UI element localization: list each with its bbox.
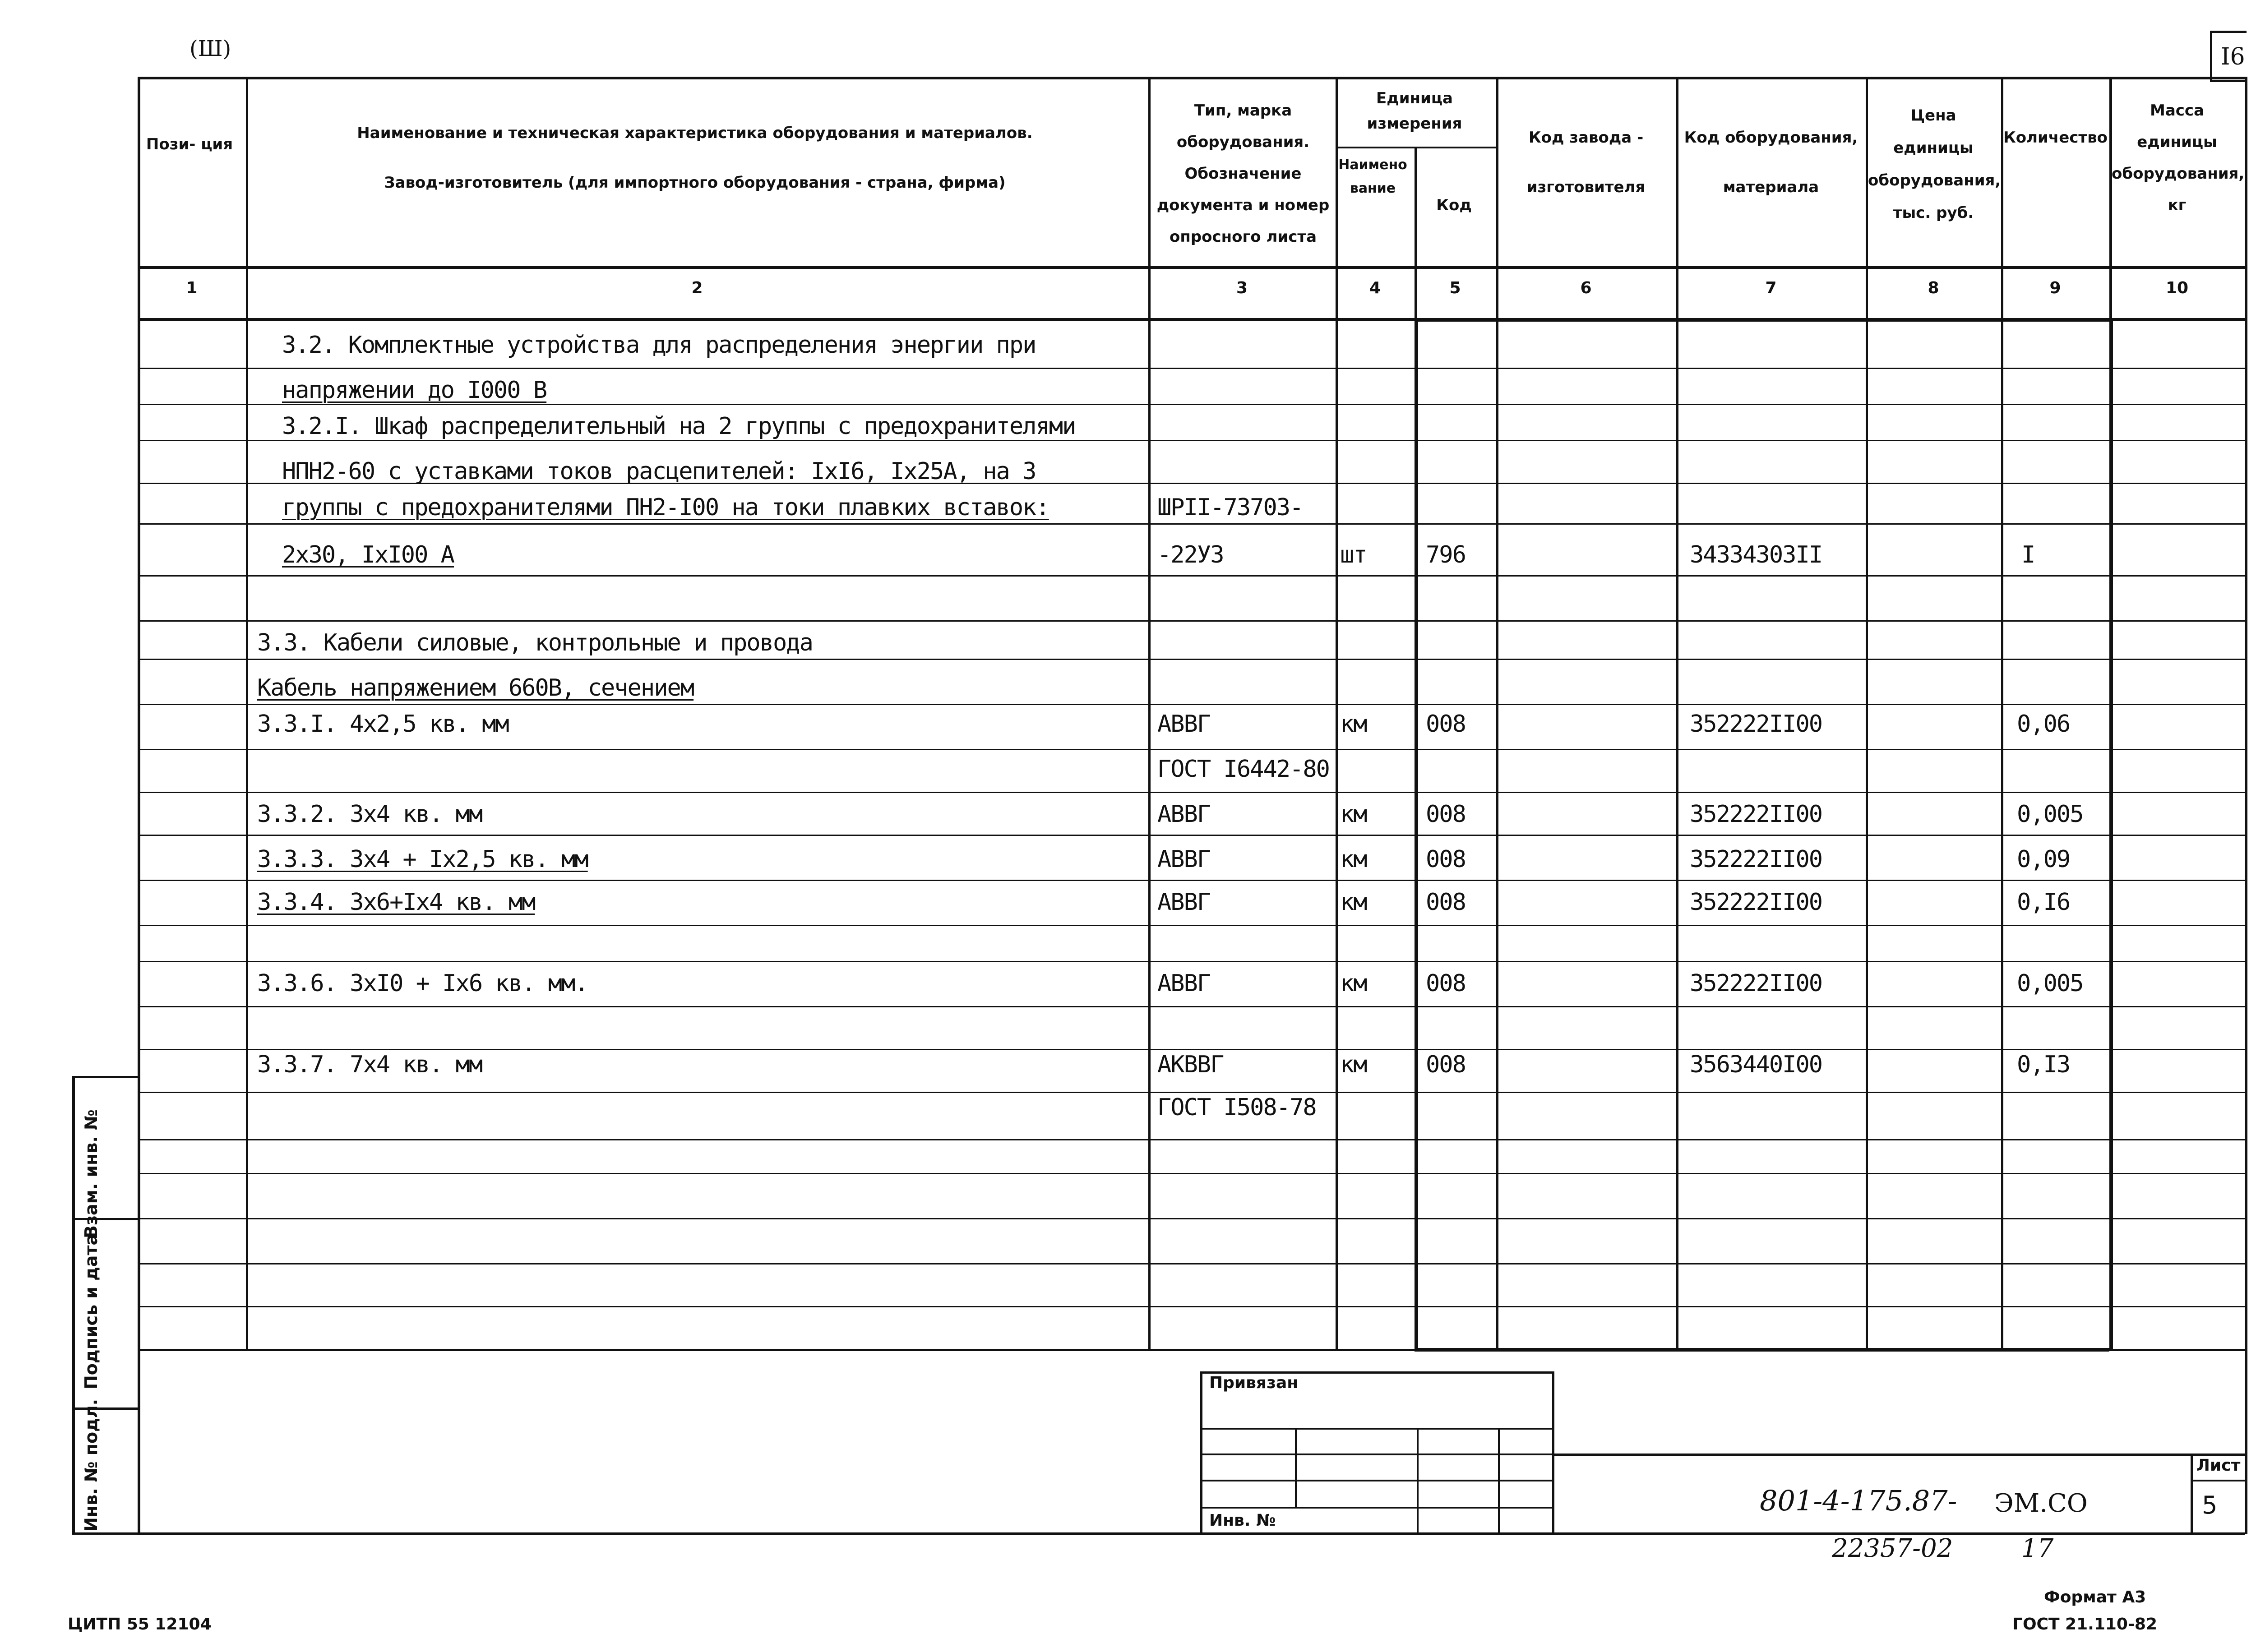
rule-line bbox=[1148, 77, 1151, 1349]
row-material-code: 352222II00 bbox=[1690, 970, 1822, 997]
row-quantity: 0,005 bbox=[2017, 801, 2083, 828]
row-type: АВВГ bbox=[1157, 801, 1211, 828]
rule-line bbox=[138, 368, 2245, 369]
row-name: группы с предохранителями ПН2-I00 на токи плавких вставок: bbox=[282, 494, 1049, 521]
column-number-1: 1 bbox=[186, 279, 198, 297]
column-number-6: 6 bbox=[1580, 279, 1592, 297]
row-type: АВВГ bbox=[1157, 889, 1211, 916]
rule-line bbox=[1295, 1428, 1297, 1507]
rule-line bbox=[1336, 77, 1338, 1349]
header-type: Тип, марка оборудования. Обозначение документа и номер опросного листа bbox=[1156, 102, 1330, 246]
column-number-4: 4 bbox=[1369, 279, 1381, 297]
row-name: 3.2. Комплектные устройства для распределения энергии при bbox=[282, 332, 1036, 359]
stamp-list-label: Лист bbox=[2196, 1456, 2241, 1475]
header-material-code: Код оборудования, материала bbox=[1684, 129, 1858, 196]
rule-line bbox=[138, 835, 2245, 836]
row-unit: км bbox=[1340, 801, 1367, 828]
stamp-privyazan: Привязан bbox=[1209, 1374, 1299, 1392]
side-label-vzam: Взам. инв. № bbox=[81, 1109, 101, 1238]
row-unit-code: 008 bbox=[1426, 846, 1465, 873]
rule-line bbox=[138, 523, 2245, 525]
column-number-10: 10 bbox=[2165, 279, 2189, 297]
row-name: 3.3.2. 3х4 кв. мм bbox=[257, 801, 482, 828]
handwritten-number: 22357-02 bbox=[1832, 1534, 1953, 1563]
rule-line bbox=[138, 792, 2245, 793]
stamp-inv-no: Инв. № bbox=[1209, 1511, 1276, 1530]
rule-line bbox=[1552, 1454, 2245, 1456]
row-type: -22У3 bbox=[1157, 541, 1224, 568]
rule-line bbox=[72, 1532, 138, 1535]
row-name: 3.3.4. 3х6+Iх4 кв. мм bbox=[257, 889, 535, 916]
row-type: АВВГ bbox=[1157, 846, 1211, 873]
rule-line bbox=[138, 440, 2245, 441]
rule-line bbox=[72, 1076, 138, 1078]
rule-line bbox=[138, 77, 2245, 79]
header-name-line1: Наименование и техническая характеристика оборудования и материалов. bbox=[357, 124, 1033, 142]
row-type: ШРII-73703- bbox=[1157, 494, 1303, 521]
header-unit-code: Код bbox=[1436, 196, 1472, 214]
rule-line bbox=[1200, 1371, 1202, 1534]
row-name: Кабель напряжением 660В, сечением bbox=[257, 674, 694, 701]
row-name: 3.3. Кабели силовые, контрольные и провода bbox=[257, 629, 813, 656]
rule-line bbox=[1866, 77, 1868, 1349]
rule-line bbox=[138, 266, 2245, 269]
column-number-5: 5 bbox=[1449, 279, 1461, 297]
rule-line bbox=[138, 1218, 2245, 1219]
rule-line bbox=[138, 704, 2245, 705]
column-number-3: 3 bbox=[1236, 279, 1248, 297]
rule-line bbox=[1676, 77, 1678, 1349]
rule-line bbox=[1417, 1428, 1419, 1534]
handwritten-page: 17 bbox=[2021, 1534, 2054, 1563]
rule-line bbox=[1498, 1428, 1500, 1534]
header-quantity: Количество bbox=[2003, 129, 2108, 147]
row-type: АВВГ bbox=[1157, 970, 1211, 997]
rule-line bbox=[246, 77, 248, 1349]
row-material-code: 3563440I00 bbox=[1690, 1051, 1822, 1078]
rule-line bbox=[1496, 77, 1498, 1349]
row-quantity: 0,I3 bbox=[2017, 1051, 2070, 1078]
row-unit: км bbox=[1340, 889, 1367, 916]
rule-line bbox=[2191, 1480, 2245, 1481]
rule-line bbox=[1415, 318, 2109, 322]
rule-line bbox=[138, 1306, 2245, 1307]
row-unit: км bbox=[1340, 970, 1367, 997]
rule-line bbox=[2191, 1454, 2193, 1534]
rule-line bbox=[138, 575, 2245, 577]
header-unit-group: Единица измерения bbox=[1367, 89, 1462, 133]
rule-line bbox=[138, 1139, 2245, 1140]
row-quantity: 0,005 bbox=[2017, 970, 2083, 997]
header-factory-code: Код завода - изготовителя bbox=[1526, 129, 1646, 196]
row-unit-code: 008 bbox=[1426, 1051, 1465, 1078]
row-unit: км bbox=[1340, 1051, 1367, 1078]
rule-line bbox=[138, 1092, 2245, 1093]
row-name: НПН2-60 с уставками токов расцепителей: IxI6, Ix25А, на 3 bbox=[282, 458, 1036, 485]
column-number-9: 9 bbox=[2049, 279, 2061, 297]
rule-line bbox=[138, 1263, 2245, 1264]
header-price: Цена единицы оборудования, тыс. руб. bbox=[1868, 106, 2001, 222]
footer-gost: ГОСТ 21.110-82 bbox=[2012, 1615, 2158, 1634]
rule-line bbox=[138, 880, 2245, 881]
row-name: 3.3.6. 3хI0 + Iх6 кв. мм. bbox=[257, 970, 588, 997]
rule-line bbox=[138, 925, 2245, 926]
row-unit-code: 008 bbox=[1426, 711, 1465, 738]
header-unit-name: Наименование bbox=[1338, 157, 1407, 196]
sheet-corner-number: I6 bbox=[2221, 43, 2245, 70]
row-name: 3.2.I. Шкаф распределительный на 2 группы с предохранителями bbox=[282, 413, 1076, 440]
row-material-code: 34334303II bbox=[1690, 541, 1822, 568]
row-type: АКВВГ bbox=[1157, 1051, 1224, 1078]
stamp-list-number: 5 bbox=[2202, 1491, 2218, 1519]
row-material-code: 352222II00 bbox=[1690, 801, 1822, 828]
row-unit: шт bbox=[1340, 541, 1367, 568]
rule-line bbox=[2245, 77, 2247, 1534]
row-type: АВВГ bbox=[1157, 711, 1211, 738]
row-unit: км bbox=[1340, 846, 1367, 873]
rule-line bbox=[138, 659, 2245, 660]
row-material-code: 352222II00 bbox=[1690, 889, 1822, 916]
rule-line bbox=[138, 1173, 2245, 1174]
rule-line bbox=[1415, 1348, 2109, 1352]
row-material-code: 352222II00 bbox=[1690, 846, 1822, 873]
row-quantity: 0,06 bbox=[2017, 711, 2070, 738]
header-position: Пози- ция bbox=[146, 135, 233, 153]
header-mass: Масса единицы оборудования, кг bbox=[2112, 102, 2245, 214]
row-quantity: 0,09 bbox=[2017, 846, 2070, 873]
side-label-inv: Инв. № подл. bbox=[81, 1398, 101, 1532]
footer-format: Формат А3 bbox=[2044, 1588, 2146, 1606]
row-unit-code: 008 bbox=[1426, 801, 1465, 828]
rule-line bbox=[138, 749, 2245, 750]
rule-line bbox=[138, 1006, 2245, 1007]
row-quantity: 0,I6 bbox=[2017, 889, 2070, 916]
rule-line bbox=[138, 961, 2245, 962]
row-type: ГОСТ I6442-80 bbox=[1157, 756, 1329, 783]
rule-line bbox=[138, 404, 2245, 405]
header-name-line2: Завод-изготовитель (для импортного оборудования - страна, фирма) bbox=[384, 174, 1006, 192]
rule-line bbox=[2001, 77, 2003, 1349]
rule-line bbox=[138, 1049, 2245, 1050]
column-number-2: 2 bbox=[691, 279, 703, 297]
rule-line bbox=[2109, 318, 2113, 1349]
rule-line bbox=[72, 1076, 75, 1534]
row-name: 3.3.I. 4х2,5 кв. мм bbox=[257, 711, 509, 738]
rule-line bbox=[1415, 318, 1418, 1349]
row-name: 3.3.3. 3х4 + Iх2,5 кв. мм bbox=[257, 846, 588, 873]
row-unit-code: 008 bbox=[1426, 889, 1465, 916]
row-unit-code: 008 bbox=[1426, 970, 1465, 997]
footer-left-code: ЦИТП 55 12104 bbox=[68, 1615, 212, 1634]
row-unit-code: 796 bbox=[1426, 541, 1465, 568]
stamp-doc-suffix: ЭМ.СО bbox=[1994, 1489, 2088, 1518]
side-label-podpis: Подпись и дата bbox=[81, 1233, 101, 1389]
row-material-code: 352222II00 bbox=[1690, 711, 1822, 738]
column-number-8: 8 bbox=[1928, 279, 1939, 297]
rule-line bbox=[1552, 1371, 1554, 1534]
rule-line bbox=[138, 620, 2245, 622]
row-quantity: I bbox=[2021, 541, 2035, 568]
row-name: 2х30, IxI00 А bbox=[282, 541, 454, 568]
row-unit: км bbox=[1340, 711, 1367, 738]
row-name: 3.3.7. 7х4 кв. мм bbox=[257, 1051, 482, 1078]
column-number-7: 7 bbox=[1765, 279, 1777, 297]
row-name: напряжении до I000 В bbox=[282, 377, 547, 404]
stamp-doc-code: 801-4-175.87- bbox=[1760, 1484, 1957, 1517]
row-type: ГОСТ I508-78 bbox=[1157, 1094, 1316, 1121]
corner-section-label: (Ш) bbox=[190, 36, 231, 61]
